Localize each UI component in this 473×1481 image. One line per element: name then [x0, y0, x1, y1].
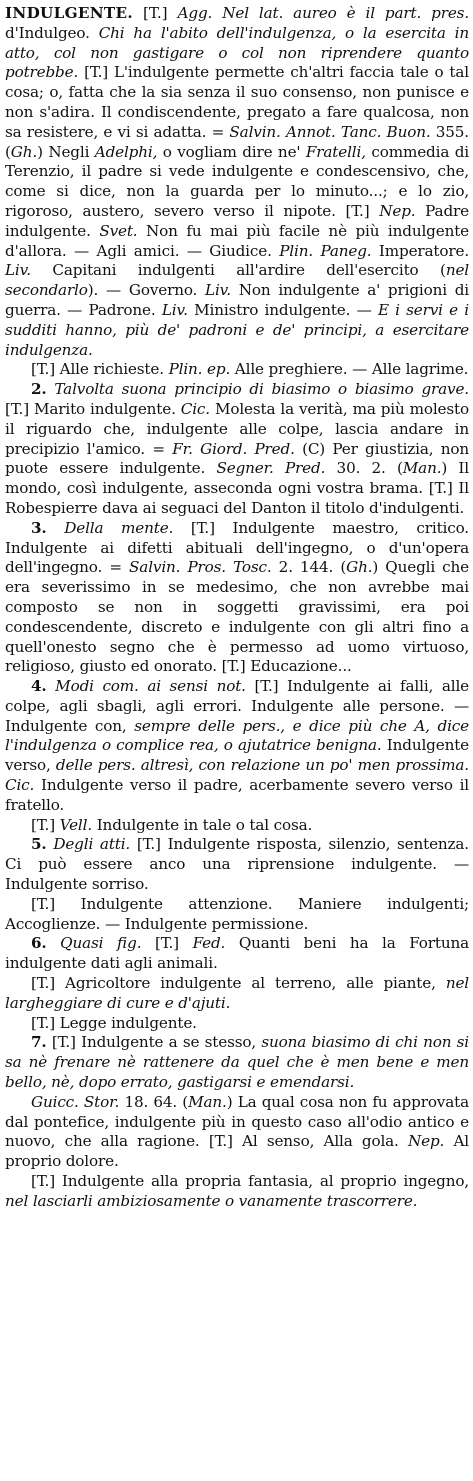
sense-5: 5. Degli atti. [T.] Indulgente risposta, silenzio, sentenza. Ci può essere anco una riprensione indulgente. — Indulgente sorriso.: [5, 835, 469, 894]
sense-number: 5.: [31, 835, 47, 854]
citation: Fed.: [192, 934, 226, 953]
sense-4: 4. Modi com. ai sensi not. [T.] Indulgente ai falli, alle colpe, agli sbagli, agli errori. Indulgente alle persone. — Indulgente con, sempre delle pers., e dice più che A, dice l'indulgenza o complice rea, o ajutatrice benigna. Indulgente verso, delle pers. altresì, con relazione un po' men prossima. Cic. Indulgente verso il padre, acerbamente severo verso il fratello.: [5, 677, 469, 814]
citation: Plin. Paneg.: [279, 241, 372, 260]
subparagraph-legge: [T.] Legge indulgente.: [31, 1013, 197, 1032]
entry-main-paragraph: INDULGENTE. [T.] Agg. Nel lat. aureo è il part. pres. d'Indulgeo. Chi ha l'abito dell'indulgenza, o la esercita in atto, col non gastigare o col non riprendere quanto potrebbe. [T.] L'indulgente permette ch'altri faccia tale o tal cosa; o, fatta che la sia senza il suo consenso, non punisce e non s'adira. Il condiscendente, pregato a fare qualcosa, non sa resistere, e vi si adatta. = Salvin. Annot. Tanc. Buon. 355. (Gh.) Negli Adelphi, o vogliam dire ne' Fratelli, commedia di Terenzio, il padre si vede indulgente e condescensivo, che, come si dice, non la guarda per lo minuto...; e lo zio, rigoroso, austero, severo verso il nipote. [T.] Nep. Padre indulgente. Svet. Non fu mai più facile nè più indulgente d'allora. — Agli amici. — Giudice. Plin. Paneg. Imperatore. Liv. Capitani indulgenti all'ardire dell'esercito (nel secondarlo). — Governo. Liv. Non indulgente a' prigioni di guerra. — Padrone. Liv. Ministro indulgente. — E i servi e i sudditi hanno, più de' padroni e de' principi, a esercitare indulgenza.: [5, 4, 470, 359]
citation: Segner. Pred.: [216, 459, 326, 478]
source-tag: [T.]: [143, 4, 168, 22]
sense-number: 6.: [31, 934, 47, 953]
citation: Nep.: [379, 201, 416, 220]
sense-6: 6. Quasi fig. [T.] Fed. Quanti beni ha la Fortuna indulgente dati agli animali.: [5, 934, 469, 973]
sense-definition: Della mente.: [64, 518, 174, 537]
citation: Gh.: [346, 558, 373, 577]
citation: Fr. Giord. Pred.: [172, 439, 295, 458]
citation: Cic.: [5, 776, 35, 795]
gloss: suona biasimo di chi non si sa nè frenare nè rattenere da quel che è men bene e men bello, nè, dopo errato, gastigarsi e emendarsi.: [5, 1033, 470, 1092]
sense-definition: Modi com. ai sensi not.: [55, 677, 246, 696]
gloss: nel secondarlo: [5, 261, 469, 300]
citation: Salvin. Annot. Tanc. Buon.: [229, 122, 431, 141]
sense-definition: Degli atti.: [53, 835, 131, 854]
citation: Cic.: [180, 399, 210, 418]
subparagraph-vell: [T.] Vell. Indulgente in tale o tal cosa.: [31, 815, 313, 834]
sense-definition: Talvolta suona principio di biasimo o biasimo grave.: [54, 380, 469, 399]
sense-definition: Quasi fig.: [60, 934, 142, 953]
gloss: nel largheggiare di cure e d'ajuti.: [5, 974, 469, 1012]
citation: Man.: [402, 459, 442, 478]
sense-3: 3. Della mente. [T.] Indulgente maestro, critico. Indulgente ai difetti abituali dell'ingegno, o d'un'opera dell'ingegno. = Salvin. Pros. Tosc. 2. 144. (Gh.) Quegli che era severissimo in se medesimo, che non avrebbe mai composto se non in soggetti gravissimi, era poi condescendente, discreto e indulgente con gli altri fino a quell'onesto segno che è permesso ad uomo virtuoso, religioso, giusto ed onorato. [T.] Educazione...: [5, 518, 470, 676]
citation: Man.: [188, 1092, 227, 1111]
sense-number: 4.: [31, 677, 47, 696]
citation: Salvin. Pros. Tosc.: [129, 558, 272, 577]
gloss: nel lasciarli ambiziosamente o vanamente trascorrere.: [5, 1191, 418, 1210]
citation: Liv.: [205, 281, 231, 300]
subparagraph-fantasia: [T.] Indulgente alla propria fantasia, al proprio ingegno, nel lasciarli ambiziosamente o vanamente trascorrere.: [5, 1172, 469, 1210]
subparagraph-richieste: [T.] Alle richieste. Plin. ep. Alle preghiere. — Alle lagrime.: [31, 360, 469, 379]
sense-number: 7.: [31, 1033, 47, 1052]
gloss: delle pers. altresì, con relazione un po' men prossima.: [55, 756, 469, 775]
citation: Plin. ep.: [168, 360, 231, 379]
work-title: Adelphi,: [94, 142, 158, 161]
sense-7: 7. [T.] Indulgente a se stesso, suona biasimo di chi non si sa nè frenare nè rattenere da quel che è men bene e men bello, nè, dopo errato, gastigarsi e emendarsi.: [5, 1033, 470, 1092]
work-title: Fratelli,: [305, 142, 366, 161]
citation: Liv.: [161, 300, 188, 319]
sense-number: 2.: [31, 380, 47, 399]
gloss: sempre delle pers., e dice più che A, dice l'indulgenza o complice rea, o ajutatrice benigna.: [5, 716, 469, 755]
sense-number: 3.: [31, 518, 47, 537]
definition: Chi ha l'abito dell'indulgenza, o la esercita in atto, col non gastigare o col non riprendere quanto potrebbe.: [5, 23, 470, 82]
sense-2: 2. Talvolta suona principio di biasimo o biasimo grave. [T.] Marito indulgente. Cic. Molesta la verità, ma più molesto il riguardo che, indulgente alle colpe, lascia andare in precipizio l'amico. = Fr. Giord. Pred. (C) Per giustizia, non puote essere indulgente. Segner. Pred. 30. 2. (Man.) Il mondo, così indulgente, asseconda ogni vostra brama. [T.] Il Robespierre dava ai seguaci del Danton il titolo d'indulgenti.: [5, 380, 469, 517]
citation: Nep.: [407, 1132, 445, 1151]
headword: INDULGENTE.: [5, 4, 133, 22]
citation: Liv.: [5, 261, 31, 280]
grammar-note: Agg. Nel lat. aureo è il part. pres.: [177, 4, 469, 22]
subparagraph-guicc: Guicc. Stor. 18. 64. (Man.) La qual cosa non fu approvata dal pontefice, indulgente più in questo caso all'odio antico e nuovo, che alla ragione. [T.] Al senso, Alla gola. Nep. Al proprio dolore.: [5, 1092, 469, 1171]
citation: Vell.: [59, 815, 93, 834]
subparagraph-attenzione: [T.] Indulgente attenzione. Maniere indulgenti; Accoglienze. — Indulgente permissione.: [5, 894, 469, 933]
citation: Guicc. Stor.: [31, 1092, 120, 1111]
subparagraph-agricoltore: [T.] Agricoltore indulgente al terreno, alle piante, nel largheggiare di cure e d'ajuti.: [5, 974, 469, 1012]
citation: Gh.: [10, 142, 38, 161]
gloss: E i servi e i sudditi hanno, più de' padroni e de' principi, a esercitare indulgenza.: [5, 300, 470, 359]
citation: Svet.: [99, 221, 138, 240]
